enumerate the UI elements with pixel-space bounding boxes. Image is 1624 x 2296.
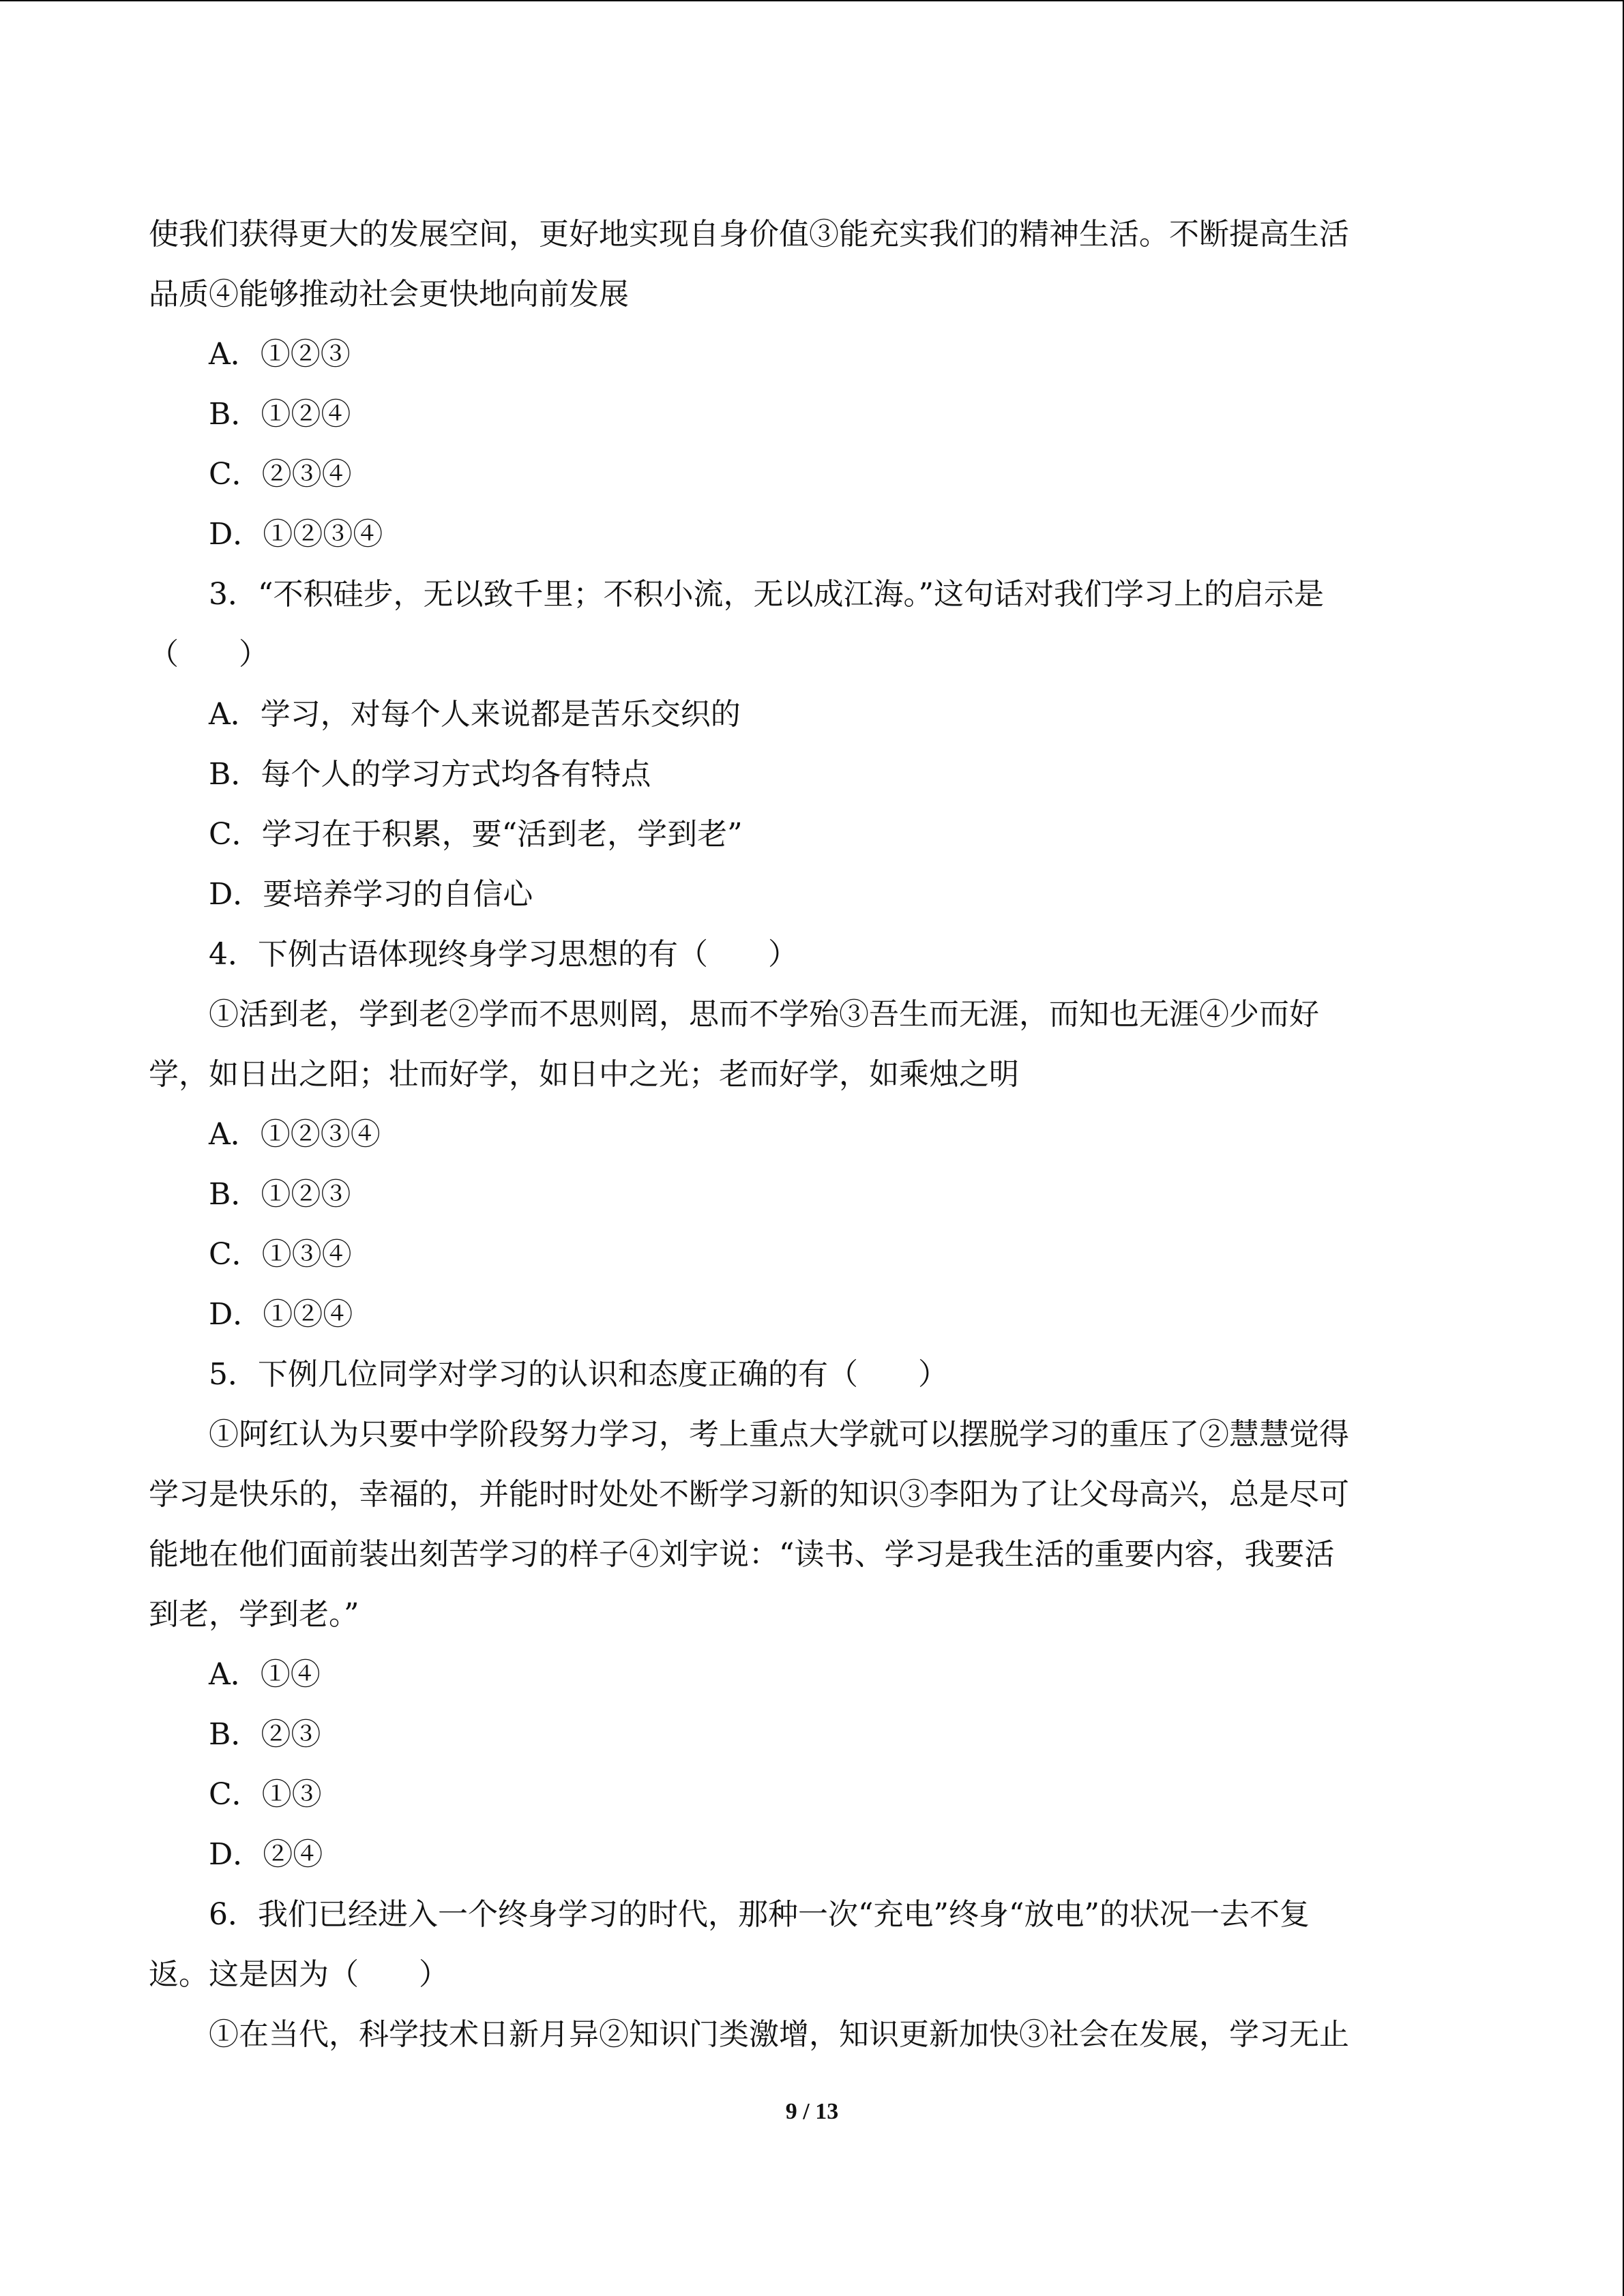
text-line: 使我们获得更大的发展空间，更好地实现自身价值③能充实我们的精神生活。不断提高生活: [149, 217, 1349, 252]
question-5: 5．下例几位同学对学习的认识和态度正确的有（ ）: [209, 1357, 948, 1392]
answer-option: A．①②③: [209, 337, 351, 372]
answer-option: B．①②③: [209, 1177, 351, 1212]
question-statements: ①活到老，学到老②学而不思则罔，思而不学殆③吾生而无涯，而知也无涯④少而好: [209, 997, 1319, 1032]
answer-option: A．学习，对每个人来说都是苦乐交织的: [209, 697, 741, 732]
answer-option: A．①②③④: [209, 1117, 381, 1152]
answer-option: B．②③: [209, 1717, 321, 1752]
answer-option: C．①③④: [209, 1237, 352, 1272]
text-line: 学习是快乐的，幸福的，并能时时处处不断学习新的知识③李阳为了让父母高兴，总是尽可: [149, 1477, 1349, 1512]
document-body: [149, 205, 1465, 2065]
answer-option: D．②④: [209, 1837, 323, 1872]
answer-option: C．②③④: [209, 457, 352, 492]
text-line: 能地在他们面前装出刻苦学习的样子④刘宇说：“读书、学习是我生活的重要内容，我要活: [149, 1537, 1335, 1572]
question-3: 3．“不积硅步，无以致千里；不积小流，无以成江海。”这句话对我们学习上的启示是: [209, 577, 1324, 612]
text-line: 学，如日出之阳；壮而好学，如日中之光；老而好学，如乘烛之明: [149, 1057, 1019, 1092]
answer-option: C．①③: [209, 1777, 322, 1812]
text-line: 返。这是因为（ ）: [149, 1957, 449, 1992]
answer-option: D．要培养学习的自信心: [209, 877, 533, 912]
answer-option: B．①②④: [209, 397, 351, 432]
answer-option: A．①④: [209, 1657, 321, 1692]
question-statements: ①在当代，科学技术日新月异②知识门类激增，知识更新加快③社会在发展，学习无止: [209, 2017, 1349, 2052]
answer-option: D．①②③④: [209, 517, 383, 552]
answer-option: C．学习在于积累，要“活到老，学到老”: [209, 817, 743, 852]
answer-option: B．每个人的学习方式均各有特点: [209, 757, 651, 792]
text-line: 到老，学到老。”: [149, 1597, 359, 1632]
answer-option: D．①②④: [209, 1297, 353, 1332]
page-number: 9 / 13: [785, 2099, 839, 2124]
question-6: 6．我们已经进入一个终身学习的时代，那种一次“充电”终身“放电”的状况一去不复: [209, 1897, 1310, 1932]
question-4: 4．下例古语体现终身学习思想的有（ ）: [209, 937, 798, 972]
question-statements: ①阿红认为只要中学阶段努力学习，考上重点大学就可以摆脱学习的重压了②慧慧觉得: [209, 1417, 1349, 1452]
text-line: 品质④能够推动社会更快地向前发展: [149, 277, 629, 312]
answer-blank: （ ）: [149, 637, 269, 672]
